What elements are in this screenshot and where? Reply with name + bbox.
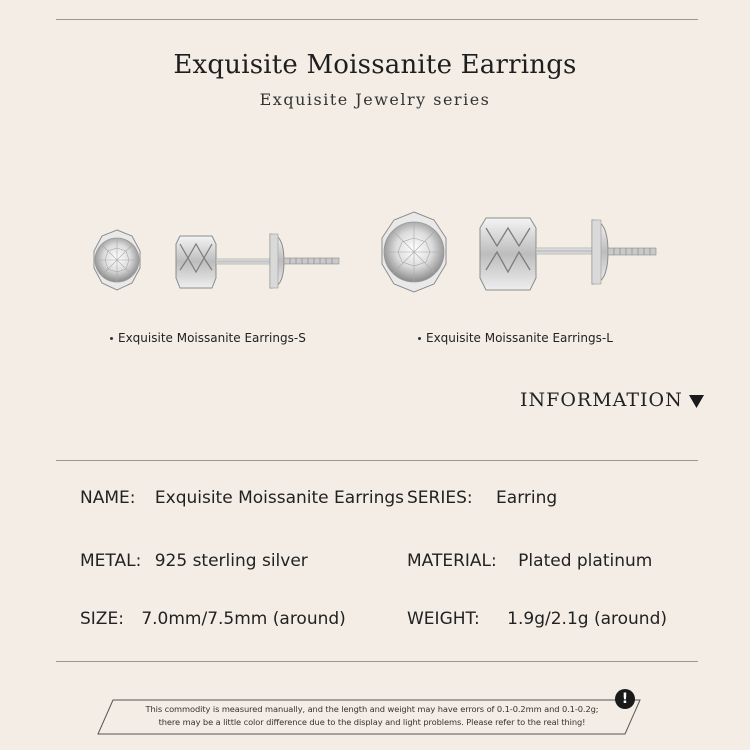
exclamation-icon: ! — [615, 689, 635, 709]
notice-line-1: This commodity is measured manually, and the length and weight may have errors of 0.1-0.2mm and 0.1-0.2g; — [145, 704, 599, 714]
weight-label: WEIGHT: — [407, 609, 480, 629]
material-value: Plated platinum — [518, 551, 653, 571]
spec-name — [80, 488, 404, 508]
material-label: MATERIAL: — [407, 551, 497, 571]
spec-size — [80, 609, 346, 629]
product-caption-l — [418, 331, 613, 345]
caption-l-text: Exquisite Moissanite Earrings-L — [426, 331, 613, 345]
metal-label: METAL: — [80, 551, 142, 571]
info-divider-top — [56, 460, 698, 461]
spec-weight — [407, 609, 667, 629]
information-heading: INFORMATION — [520, 389, 683, 411]
metal-value: 925 sterling silver — [154, 551, 308, 571]
top-divider — [56, 19, 698, 20]
name-value: Exquisite Moissanite Earrings — [154, 488, 405, 508]
bullet-icon — [418, 337, 421, 340]
notice-line-2: there may be a little color difference due to the display and light problems. Please refer to the real thing! — [158, 717, 586, 727]
spec-series — [407, 488, 557, 508]
name-label: NAME: — [80, 488, 136, 508]
series-label: SERIES: — [407, 488, 473, 508]
spec-metal — [80, 551, 308, 571]
triangle-down-icon — [689, 395, 704, 408]
spec-material — [407, 551, 652, 571]
size-value: 7.0mm/7.5mm (around) — [141, 609, 346, 629]
page-title: Exquisite Moissanite Earrings — [173, 50, 577, 80]
earring-s-image — [84, 226, 344, 298]
weight-value: 1.9g/2.1g (around) — [507, 609, 667, 629]
earring-l-image — [372, 208, 660, 300]
bullet-icon — [110, 337, 113, 340]
notice-text — [127, 703, 617, 729]
measurement-notice — [97, 699, 641, 735]
product-caption-s — [110, 331, 306, 345]
caption-s-text: Exquisite Moissanite Earrings-S — [118, 331, 306, 345]
size-label: SIZE: — [80, 609, 124, 629]
series-value: Earring — [496, 488, 558, 508]
page-subtitle: Exquisite Jewelry series — [259, 90, 491, 109]
info-divider-bottom — [56, 661, 698, 662]
